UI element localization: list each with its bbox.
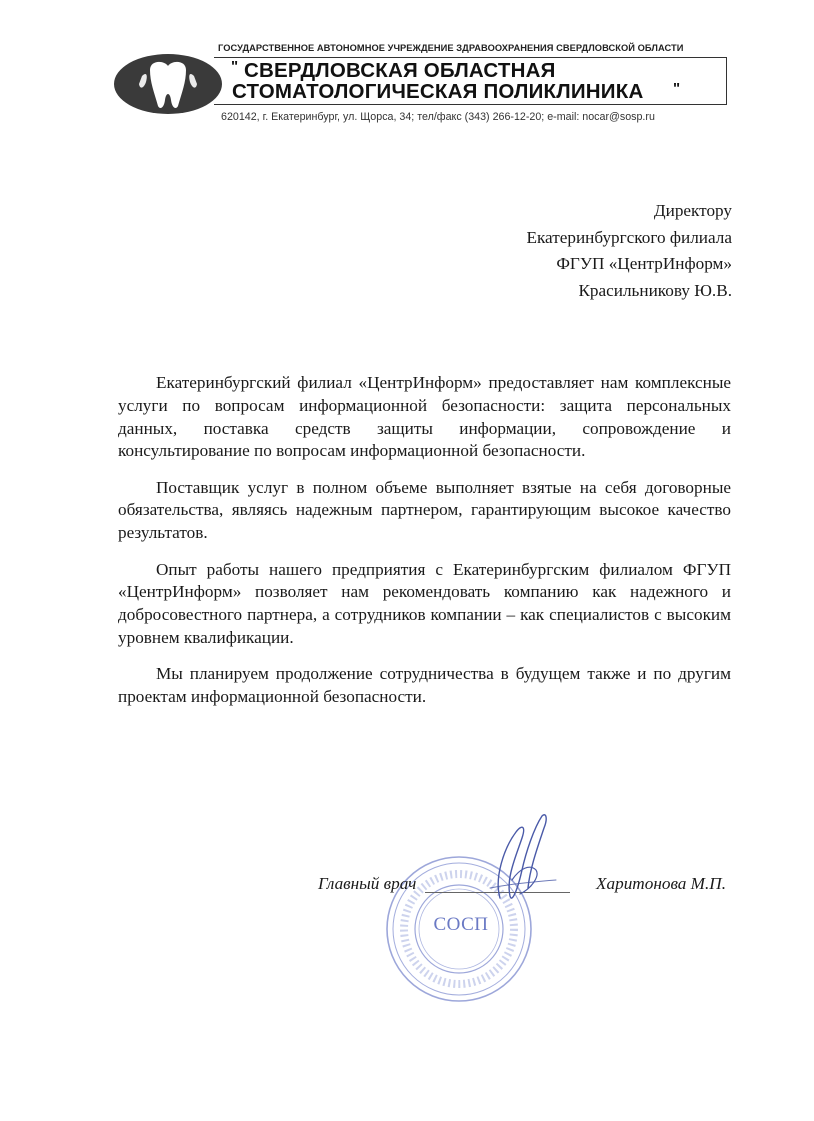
body-paragraph: Поставщик услуг в полном объеме выполняет взятые на себя договорные обязательства, являясь надежным партнером, гарантирующим высокое качество результатов.	[118, 477, 731, 543]
body-paragraph: Екатеринбургский филиал «ЦентрИнформ» предоставляет нам комплексные услуги по вопросам информационной безопасности: защита персональных данных, поставка средств защиты информации, сопровождение и консультирование по вопросам информационной безопасности.	[118, 373, 731, 461]
letter-body	[118, 372, 731, 722]
addressee-block	[526, 198, 732, 304]
clinic-address: 620142, г. Екатеринбург, ул. Щорса, 34; тел/факс (343) 266-12-20; e-mail: nocar@sosp.ru	[221, 111, 655, 123]
body-paragraph: Опыт работы нашего предприятия с Екатеринбургским филиалом ФГУП «ЦентрИнформ» позволяет нам рекомендовать компанию как надежного и добросовестного партнера, а сотрудников компании – как специалистов с высоким уровнем квалификации.	[118, 559, 731, 647]
signatory-title: Главный врач	[318, 874, 417, 893]
addressee-line: Екатеринбургского филиала	[526, 227, 732, 247]
handwritten-signature-icon	[470, 808, 560, 910]
stamp-label: СОСП	[433, 914, 489, 935]
addressee-line: Директору	[653, 201, 732, 220]
org-full-name: ГОСУДАРСТВЕННОЕ АВТОНОМНОЕ УЧРЕЖДЕНИЕ ЗДРАВООХРАНЕНИЯ СВЕРДЛОВСКОЙ ОБЛАСТИ	[218, 43, 684, 53]
addressee-line: Красильникову Ю.В.	[578, 280, 732, 300]
body-paragraph: Мы планируем продолжение сотрудничества в будущем также и по другим проектам информационной безопасности.	[118, 664, 731, 707]
addressee-line: ФГУП «ЦентрИнформ»	[556, 254, 732, 273]
quote-open: "	[231, 58, 239, 75]
quote-close: "	[673, 80, 681, 97]
clinic-name-line1: СВЕРДЛОВСКАЯ ОБЛАСТНАЯ	[244, 59, 556, 82]
clinic-name-line2: СТОМАТОЛОГИЧЕСКАЯ ПОЛИКЛИНИКА	[232, 80, 644, 103]
signatory-name: Харитонова М.П.	[596, 874, 726, 893]
tooth-logo-icon	[112, 52, 224, 116]
